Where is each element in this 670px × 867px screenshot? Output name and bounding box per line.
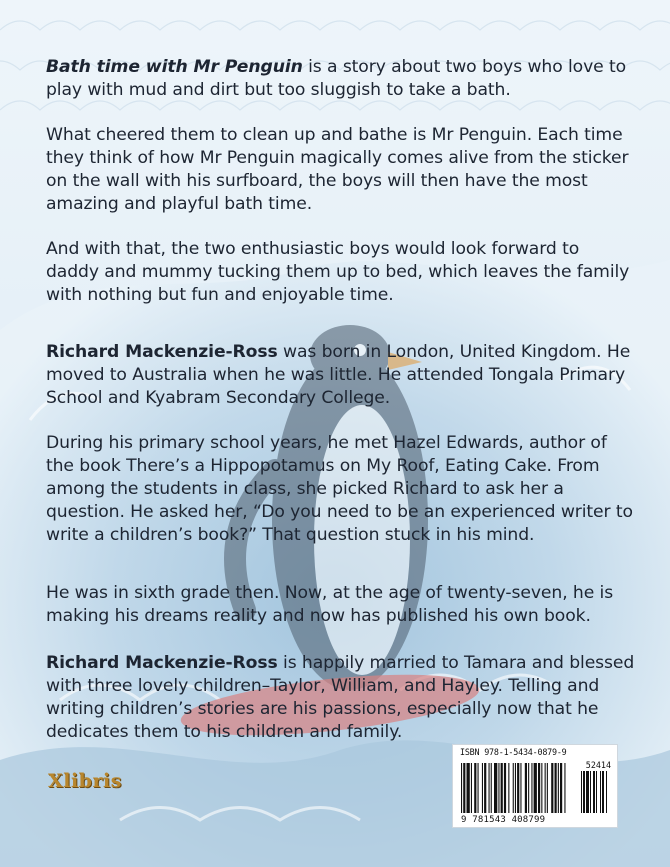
- barcode-bar: [515, 763, 516, 813]
- barcode-bar: [463, 763, 465, 813]
- barcode-bar: [551, 763, 553, 813]
- barcode-bar: [560, 763, 562, 813]
- blurb-paragraph-1: [46, 56, 636, 102]
- barcode-addon-bar: [586, 771, 589, 813]
- barcode-bar: [489, 763, 490, 813]
- ean-digits: 9 781543 408799: [461, 815, 546, 825]
- barcode-addon-bar: [590, 771, 591, 813]
- barcode-bar: [555, 763, 557, 813]
- barcode-bar: [541, 763, 542, 813]
- barcode-bar: [564, 763, 565, 813]
- publisher-logo: Xlibris: [48, 770, 122, 792]
- barcode-bar: [501, 763, 503, 813]
- barcode-bar: [508, 763, 509, 813]
- author-bio-text-4: is happily married to Tamara and blessed with three lovely children–Taylor, William, and Hayley. Telling and writing children’s stories are his passions, especially now that he dedicates them to his children and family.: [46, 653, 635, 742]
- barcode-bar: [474, 763, 476, 813]
- barcode-bar: [482, 763, 483, 813]
- barcode-bar: [517, 763, 519, 813]
- barcode-addon-bar: [581, 771, 582, 813]
- barcode-bar: [478, 763, 479, 813]
- author-name-2: Richard Mackenzie-Ross: [46, 653, 278, 673]
- barcode-bar: [558, 763, 559, 813]
- blurb-paragraph-2: [46, 124, 636, 216]
- barcode-bar: [467, 763, 470, 813]
- author-bio-paragraph-1: [46, 341, 636, 410]
- price-code: 52414: [585, 760, 611, 770]
- barcode-addon-bar: [596, 771, 597, 813]
- barcode-bar: [484, 763, 486, 813]
- author-bio-paragraph-3: [46, 582, 636, 628]
- author-bio-paragraph-4: [46, 652, 636, 744]
- blurb-text-1: is a story about two boys who love to play with mud and dirt but too sluggish to take a bath.: [46, 57, 627, 100]
- author-bio-text-3: He was in sixth grade then. Now, at the age of twenty-seven, he is making his dreams reality and now has published his own book.: [46, 583, 614, 626]
- book-title: Bath time with Mr Penguin: [46, 57, 303, 77]
- barcode-bar: [504, 763, 506, 813]
- barcode-addon-bar: [602, 771, 604, 813]
- blurb-paragraph-3: [46, 238, 636, 307]
- barcode-bar: [525, 763, 527, 813]
- barcode-bar: [528, 763, 529, 813]
- barcode-bar: [461, 763, 462, 813]
- author-name: Richard Mackenzie-Ross: [46, 342, 278, 362]
- barcode-bar: [471, 763, 472, 813]
- author-bio-text-1: was born in London, United Kingdom. He moved to Australia when he was little. He attended Tongala Primary School and Kyabram Secondary College.: [46, 342, 631, 408]
- barcode-bar: [547, 763, 548, 813]
- author-bio-paragraph-2: [46, 432, 636, 547]
- barcode-bar: [498, 763, 499, 813]
- author-bio-text-2: During his primary school years, he met Hazel Edwards, author of the book There’s a Hippopotamus on My Roof, Eating Cake. From among the students in class, she picked Richard to ask her a question. He asked her, “Do you need to be an experienced writer to write a children’s book?” That question stuck in his mind.: [46, 433, 633, 545]
- barcode-bar: [538, 763, 540, 813]
- barcode-addon-bar: [606, 771, 607, 813]
- barcode-addon-bar: [593, 771, 595, 813]
- barcode-bar: [513, 763, 514, 813]
- barcode-bar: [531, 763, 532, 813]
- isbn-label: ISBN 978-1-5434-0879-9: [460, 747, 567, 757]
- barcode-bar: [494, 763, 497, 813]
- barcode-addon-bar: [583, 771, 585, 813]
- blurb-text-3: And with that, the two enthusiastic boys would look forward to daddy and mummy tucking them up to bed, which leaves the family with nothing but fun and enjoyable time.: [46, 239, 630, 305]
- blurb-text-2: What cheered them to clean up and bathe is Mr Penguin. Each time they think of how Mr Penguin magically comes alive from the sticker on the wall with his surfboard, the boys will then have the most amazing and playful bath time.: [46, 125, 629, 214]
- barcode-bar: [491, 763, 492, 813]
- barcode-bar: [545, 763, 546, 813]
- isbn-barcode: [452, 744, 618, 828]
- barcode-addon-bar: [600, 771, 601, 813]
- barcode-bar: [534, 763, 537, 813]
- barcode-bar: [520, 763, 521, 813]
- barcode-bars: [459, 761, 611, 817]
